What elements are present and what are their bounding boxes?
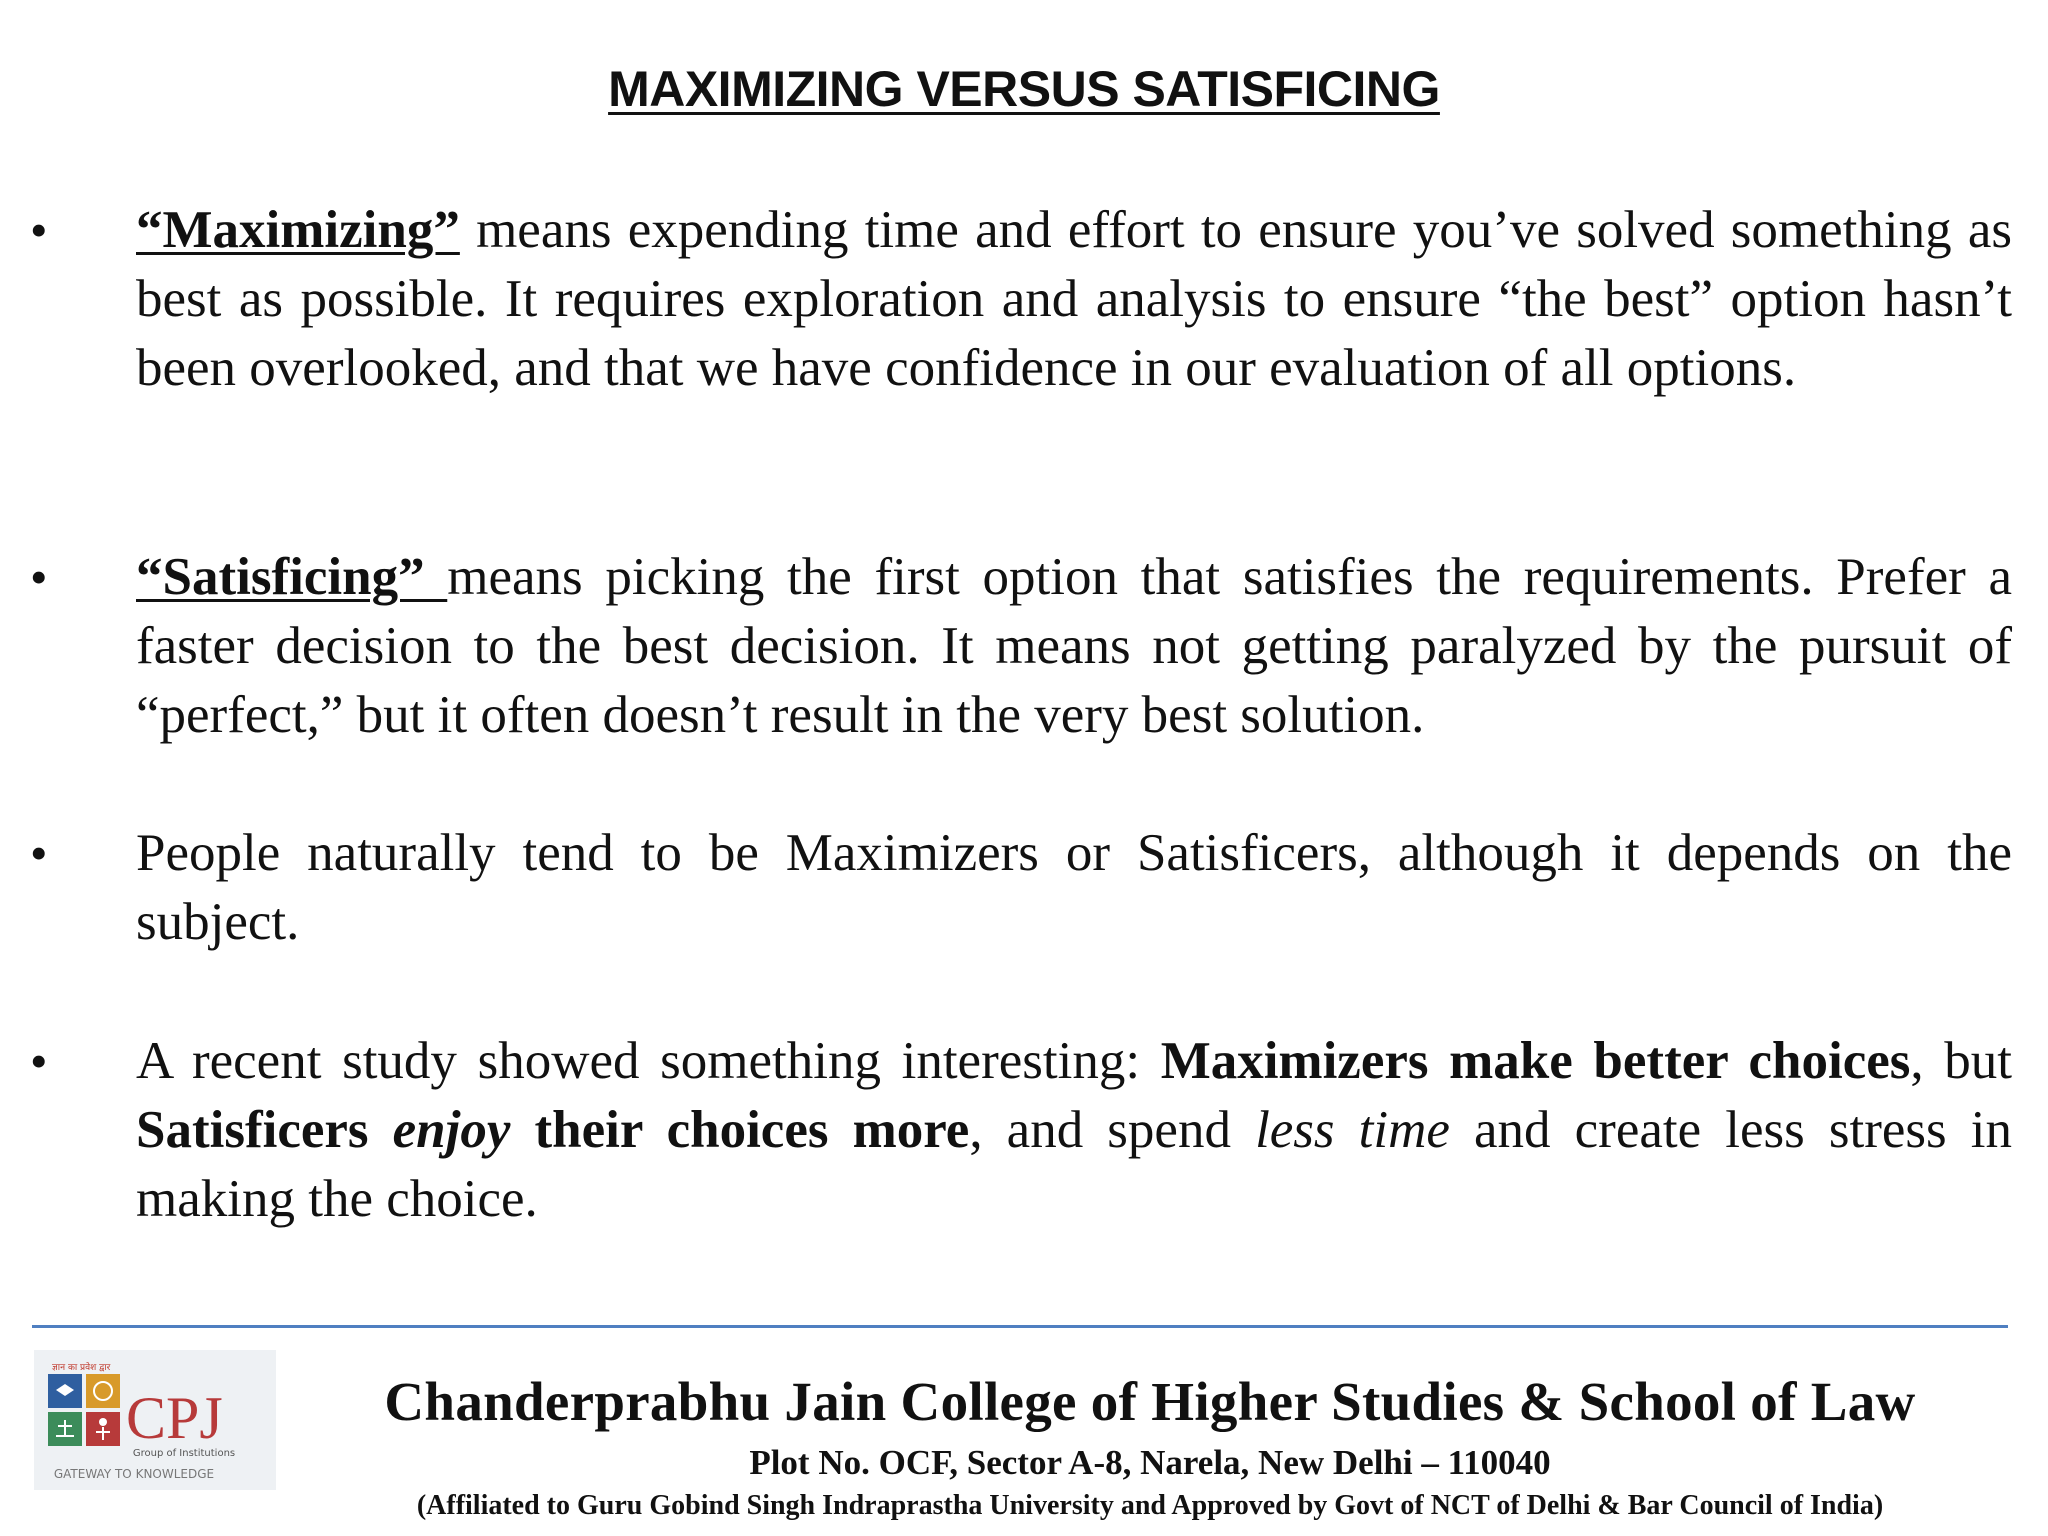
emphasis-choices: their choices more	[510, 1101, 970, 1159]
logo-top-text: ज्ञान का प्रवेश द्वार	[52, 1363, 111, 1373]
bullet-dot-icon: •	[30, 549, 48, 605]
bullet-dot-icon: •	[30, 1033, 48, 1089]
emphasis-maximizers: Maximizers make better choices	[1160, 1032, 1911, 1090]
logo-tagline: Group of Institutions	[132, 1448, 236, 1459]
logo-motto: GATEWAY TO KNOWLEDGE	[53, 1467, 215, 1481]
college-address: Plot No. OCF, Sector A-8, Narela, New Delhi – 110040	[749, 1443, 1551, 1482]
term-satisficing: “Satisficing”	[136, 548, 448, 606]
text-run: , and spend	[969, 1101, 1256, 1159]
text-run: and create less stress in making the choice.	[136, 1101, 2012, 1228]
logo-text: CPJ	[126, 1385, 223, 1451]
text-run: , but	[1910, 1032, 2012, 1090]
bullet-dot-icon: •	[30, 825, 48, 881]
emphasis-enjoy: enjoy	[392, 1101, 511, 1159]
college-logo	[34, 1350, 276, 1490]
slide-title	[0, 60, 2048, 118]
bullet-body: means expending time and effort to ensure you’ve solved something as best as possible. It requires exploration and analysis to ensure “the best” option hasn’t been overlooked, and that we have confidence in our evaluation of all options.	[136, 201, 2012, 397]
bullet-text	[136, 196, 2012, 403]
footer-divider	[32, 1325, 2008, 1328]
college-name: Chanderprabhu Jain College of Higher Studies & School of Law	[384, 1371, 1916, 1432]
slide-title-text: MAXIMIZING VERSUS SATISFICING	[608, 61, 1440, 117]
college-affiliation: (Affiliated to Guru Gobind Singh Indraprastha University and Approved by Govt of NCT of Delhi & Bar Council of India)	[416, 1490, 1884, 1521]
bullet-dot-icon: •	[30, 202, 48, 258]
bullet-text	[136, 1027, 2012, 1234]
term-maximizing: “Maximizing”	[136, 201, 460, 259]
bullet-text	[136, 543, 2012, 750]
bullet-body: means picking the first option that satisfies the requirements. Prefer a faster decision to the best decision. It means not getting paralyzed by the pursuit of “perfect,” but it often doesn’t result in the very best solution.	[136, 548, 2012, 744]
text-run: A recent study showed something interesting:	[136, 1032, 1161, 1090]
bullet-text: People naturally tend to be Maximizers or Satisficers, although it depends on the subject.	[136, 824, 2012, 951]
emphasis-less-time: less time	[1255, 1101, 1450, 1159]
cpj-logo-icon	[34, 1350, 276, 1490]
emphasis-satisficers: Satisficers	[136, 1101, 393, 1159]
